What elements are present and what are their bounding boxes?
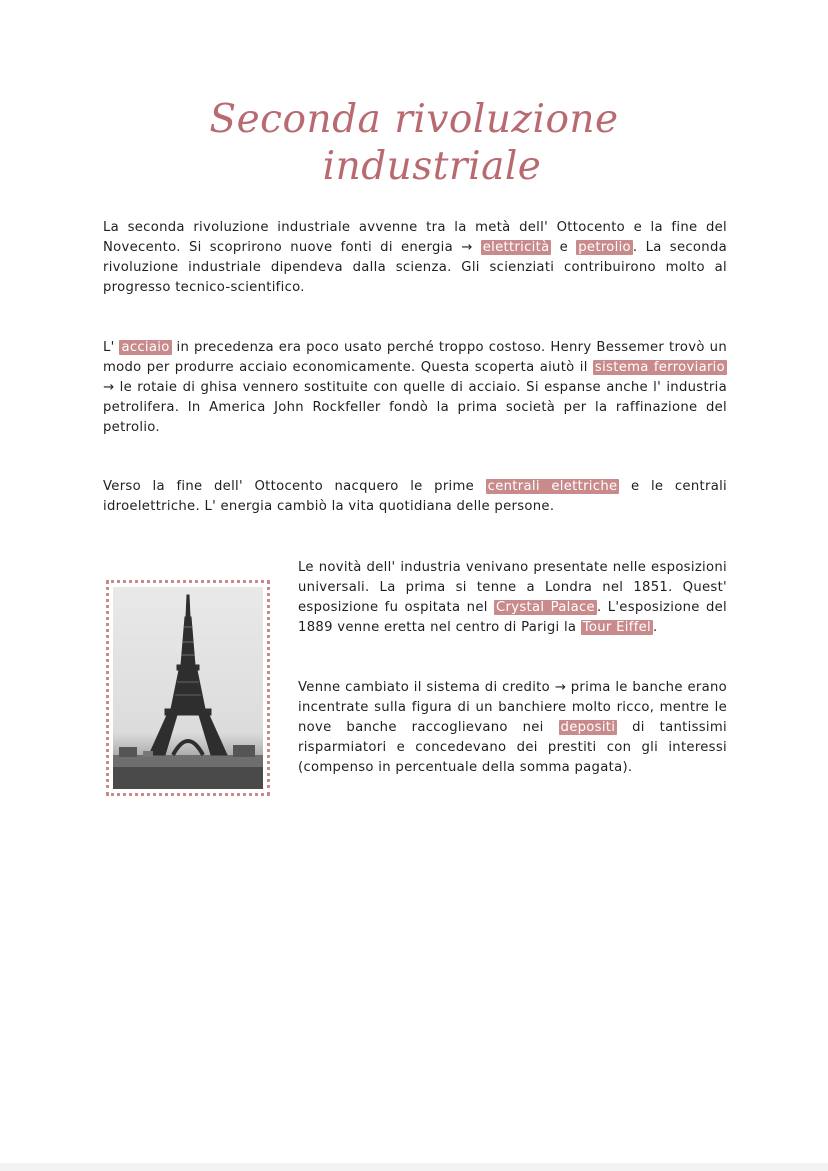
highlight-acciaio: acciaio (121, 340, 170, 355)
text-run: Verso la fine dell' Ottocento nacquero le prime (103, 479, 486, 494)
highlight-centrali-elettriche: centrali elettriche (487, 479, 618, 494)
paragraph-credito (298, 678, 727, 778)
eiffel-tower-photo (113, 587, 263, 789)
text-run: di tantissimi risparmiatori e concedevano dei prestiti con gli interessi (compenso in percentuale della somma pagata). (298, 720, 727, 775)
highlight-tour-eiffel: Tour Eiffel (582, 620, 652, 635)
paragraph-intro (103, 218, 727, 298)
text-run: e (551, 240, 577, 255)
highlight-depositi: depositi (560, 720, 616, 735)
highlight-petrolio: petrolio (578, 240, 631, 255)
title-line-2: industriale (322, 144, 542, 189)
paragraph-acciaio (103, 338, 727, 438)
page-title (0, 96, 828, 190)
text-run: Le novità dell' industria venivano presentate nelle esposizioni universali. La prima si tenne a Londra nel 1851. Quest' esposizione fu ospitata nel (298, 560, 727, 615)
title-line-1: Seconda rivoluzione (209, 97, 619, 142)
text-run: in precedenza era poco usato perché troppo costoso. Henry Bessemer trovò un modo per produrre acciaio economicamente. Questa scoperta aiutò il (103, 340, 727, 375)
text-run: Venne cambiato il sistema di credito → prima le banche erano incentrate sulla figura di un banchiere molto ricco, mentre le nove banche raccoglievano nei (298, 680, 727, 735)
page-bottom-edge (0, 1163, 828, 1171)
text-run: . L'esposizione del 1889 venne eretta nel centro di Parigi la (298, 600, 727, 635)
paragraph-esposizioni (298, 558, 727, 638)
text-run: L' (103, 340, 120, 355)
eiffel-tower-photo-frame (106, 580, 270, 796)
text-run: La seconda rivoluzione industriale avvenne tra la metà dell' Ottocento e la fine del Novecento. Si scoprirono nuove fonti di energia → (103, 220, 727, 255)
eiffel-tower-icon (113, 587, 263, 789)
paragraph-centrali (103, 477, 727, 517)
highlight-elettricita: elettricità (482, 240, 550, 255)
text-run: . (653, 620, 658, 635)
text-run: . La seconda rivoluzione industriale dipendeva dalla scienza. Gli scienziati contribuirono molto al progresso tecnico-scientifico. (103, 240, 728, 295)
highlight-crystal-palace: Crystal Palace (496, 600, 595, 615)
highlight-sistema-ferroviario: sistema ferroviario (594, 360, 726, 375)
text-run: e le centrali idroelettriche. L' energia cambiò la vita quotidiana delle persone. (103, 479, 728, 514)
text-run: → le rotaie di ghisa vennero sostituite con quelle di acciaio. Si espanse anche l' industria petrolifera. In America John Rockfeller fondò la prima società per la raffinazione del petrolio. (103, 380, 727, 435)
